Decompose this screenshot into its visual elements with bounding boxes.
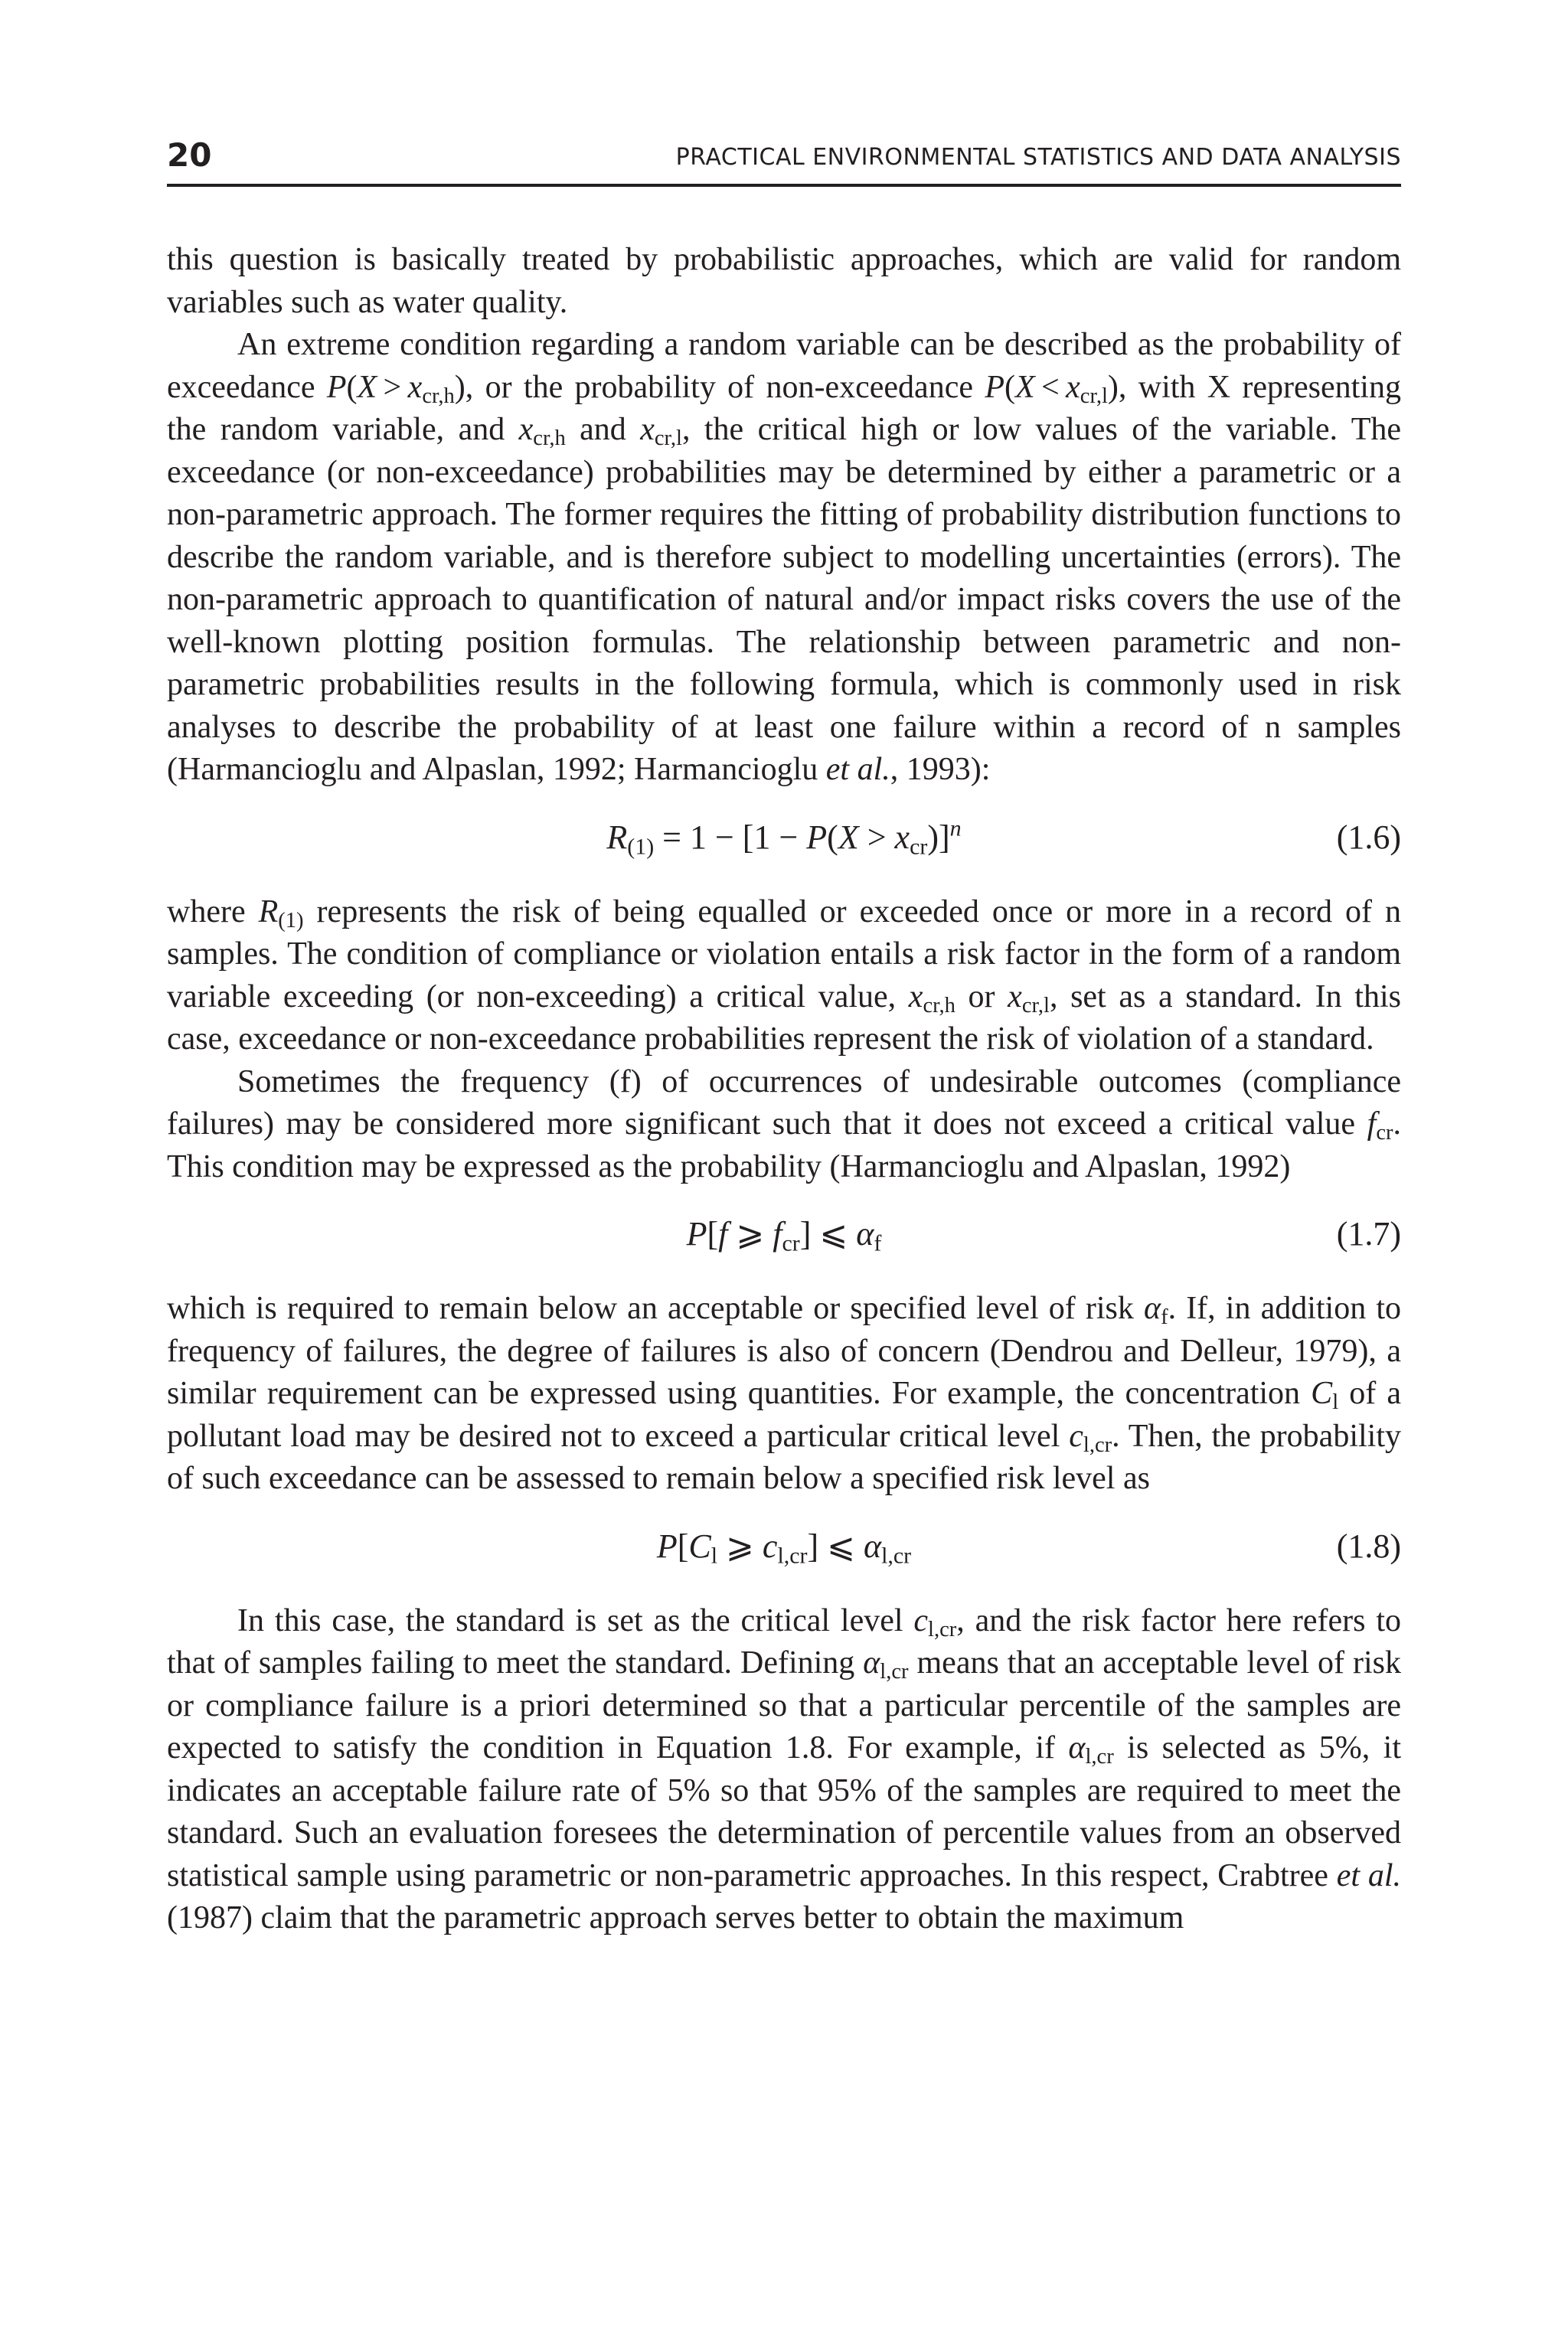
equation-1-8-number: (1.8)	[1336, 1527, 1401, 1565]
equation-1-7-formula: P[f ⩾ $f_{cr}$] ⩽ $\alpha_f$	[686, 1215, 882, 1256]
paragraph-1: this question is basically treated by probabilistic approaches, which are valid for random variables such as water quality.	[167, 242, 1401, 320]
paragraph-2: An extreme condition regarding a random variable can be described as the probability of exceedance $P(X > x_{cr,h})$, or the probability of non-exceedance $P(X < x_{cr,l})$, with X representing the random variable, and $x_{cr,h}$ and $x_{cr,l}$, the critical high or low values of the variable. The exceedance (or non-exceedance) probabilities may be determined by either a parametric or a non-parametric approach. The former requires the fitting of probability distribution functions to describe the random variable, and is therefore subject to modelling uncertainties (errors). The non-parametric approach to quantification of natural and/or impact risks covers the use of the well-known plotting position formulas. The relationship between parametric and non-parametric probabilities results in the following formula, which is commonly used in risk analyses to describe the probability of at least one failure within a record of n samples (Harmancioglu and Alpaslan, 1992; Harmancioglu et al., 1993):	[167, 327, 1401, 787]
paragraph-5: which is required to remain below an acceptable or specified level of risk $\alpha_f$. If, in addition to frequency of failures, the degree of failures is also of concern (Dendrou and Delleur, 1979), a similar requirement can be expressed using quantities. For example, the concentration $C_l$ of a pollutant load may be desired not to exceed a particular critical level $c_{l,cr}$. Then, the probability of such exceedance can be assessed to remain below a specified risk level as	[167, 1291, 1401, 1496]
equation-1-7-number: (1.7)	[1336, 1215, 1401, 1253]
body-text	[167, 239, 1401, 1940]
equation-1-8	[167, 1517, 1401, 1576]
equation-1-7	[167, 1205, 1401, 1263]
page-number: 20	[167, 136, 212, 174]
page-header	[167, 136, 1401, 187]
paragraph-6: In this case, the standard is set as the critical level $c_{l,cr}$, and the risk factor here refers to that of samples failing to meet the standard. Defining $\alpha_{l,cr}$ means that an acceptable level of risk or compliance failure is a priori determined so that a particular percentile of the samples are expected to satisfy the condition in Equation 1.8. For example, if $\alpha_{l,cr}$ is selected as 5%, it indicates an acceptable failure rate of 5% so that 95% of the samples are required to meet the standard. Such an evaluation foresees the determination of percentile values from an observed statistical sample using parametric or non-parametric approaches. In this respect, Crabtree et al. (1987) claim that the parametric approach serves better to obtain the maximum	[167, 1602, 1401, 1936]
equation-1-8-formula: $P[C_l$ ⩾ $c_{l,cr}$] ⩽ $\alpha_{l,cr}$	[656, 1527, 912, 1568]
paragraph-3: where $R_{(1)}$ represents the risk of being equalled or exceeded once or more in a record of n samples. The condition of compliance or violation entails a risk factor in the form of a random variable exceeding (or non-exceeding) a critical value, $x_{cr,h}$ or $x_{cr,l}$, set as a standard. In this case, exceedance or non-exceedance probabilities represent the risk of violation of a standard.	[167, 893, 1401, 1057]
paragraph-4: Sometimes the frequency (f) of occurrences of undesirable outcomes (compliance failures) may be considered more significant such that it does not exceed a critical value $f_{cr}$. This condition may be expressed as the probability (Harmancioglu and Alpaslan, 1992)	[167, 1063, 1401, 1184]
equation-1-6-number: (1.6)	[1336, 818, 1401, 856]
equation-1-6	[167, 808, 1401, 867]
running-head: PRACTICAL ENVIRONMENTAL STATISTICS AND DATA ANALYSIS	[675, 144, 1401, 171]
equation-1-6-formula: $R_{(1)} = 1 - [1 - P(X > x_{cr})]^n$	[606, 815, 962, 859]
